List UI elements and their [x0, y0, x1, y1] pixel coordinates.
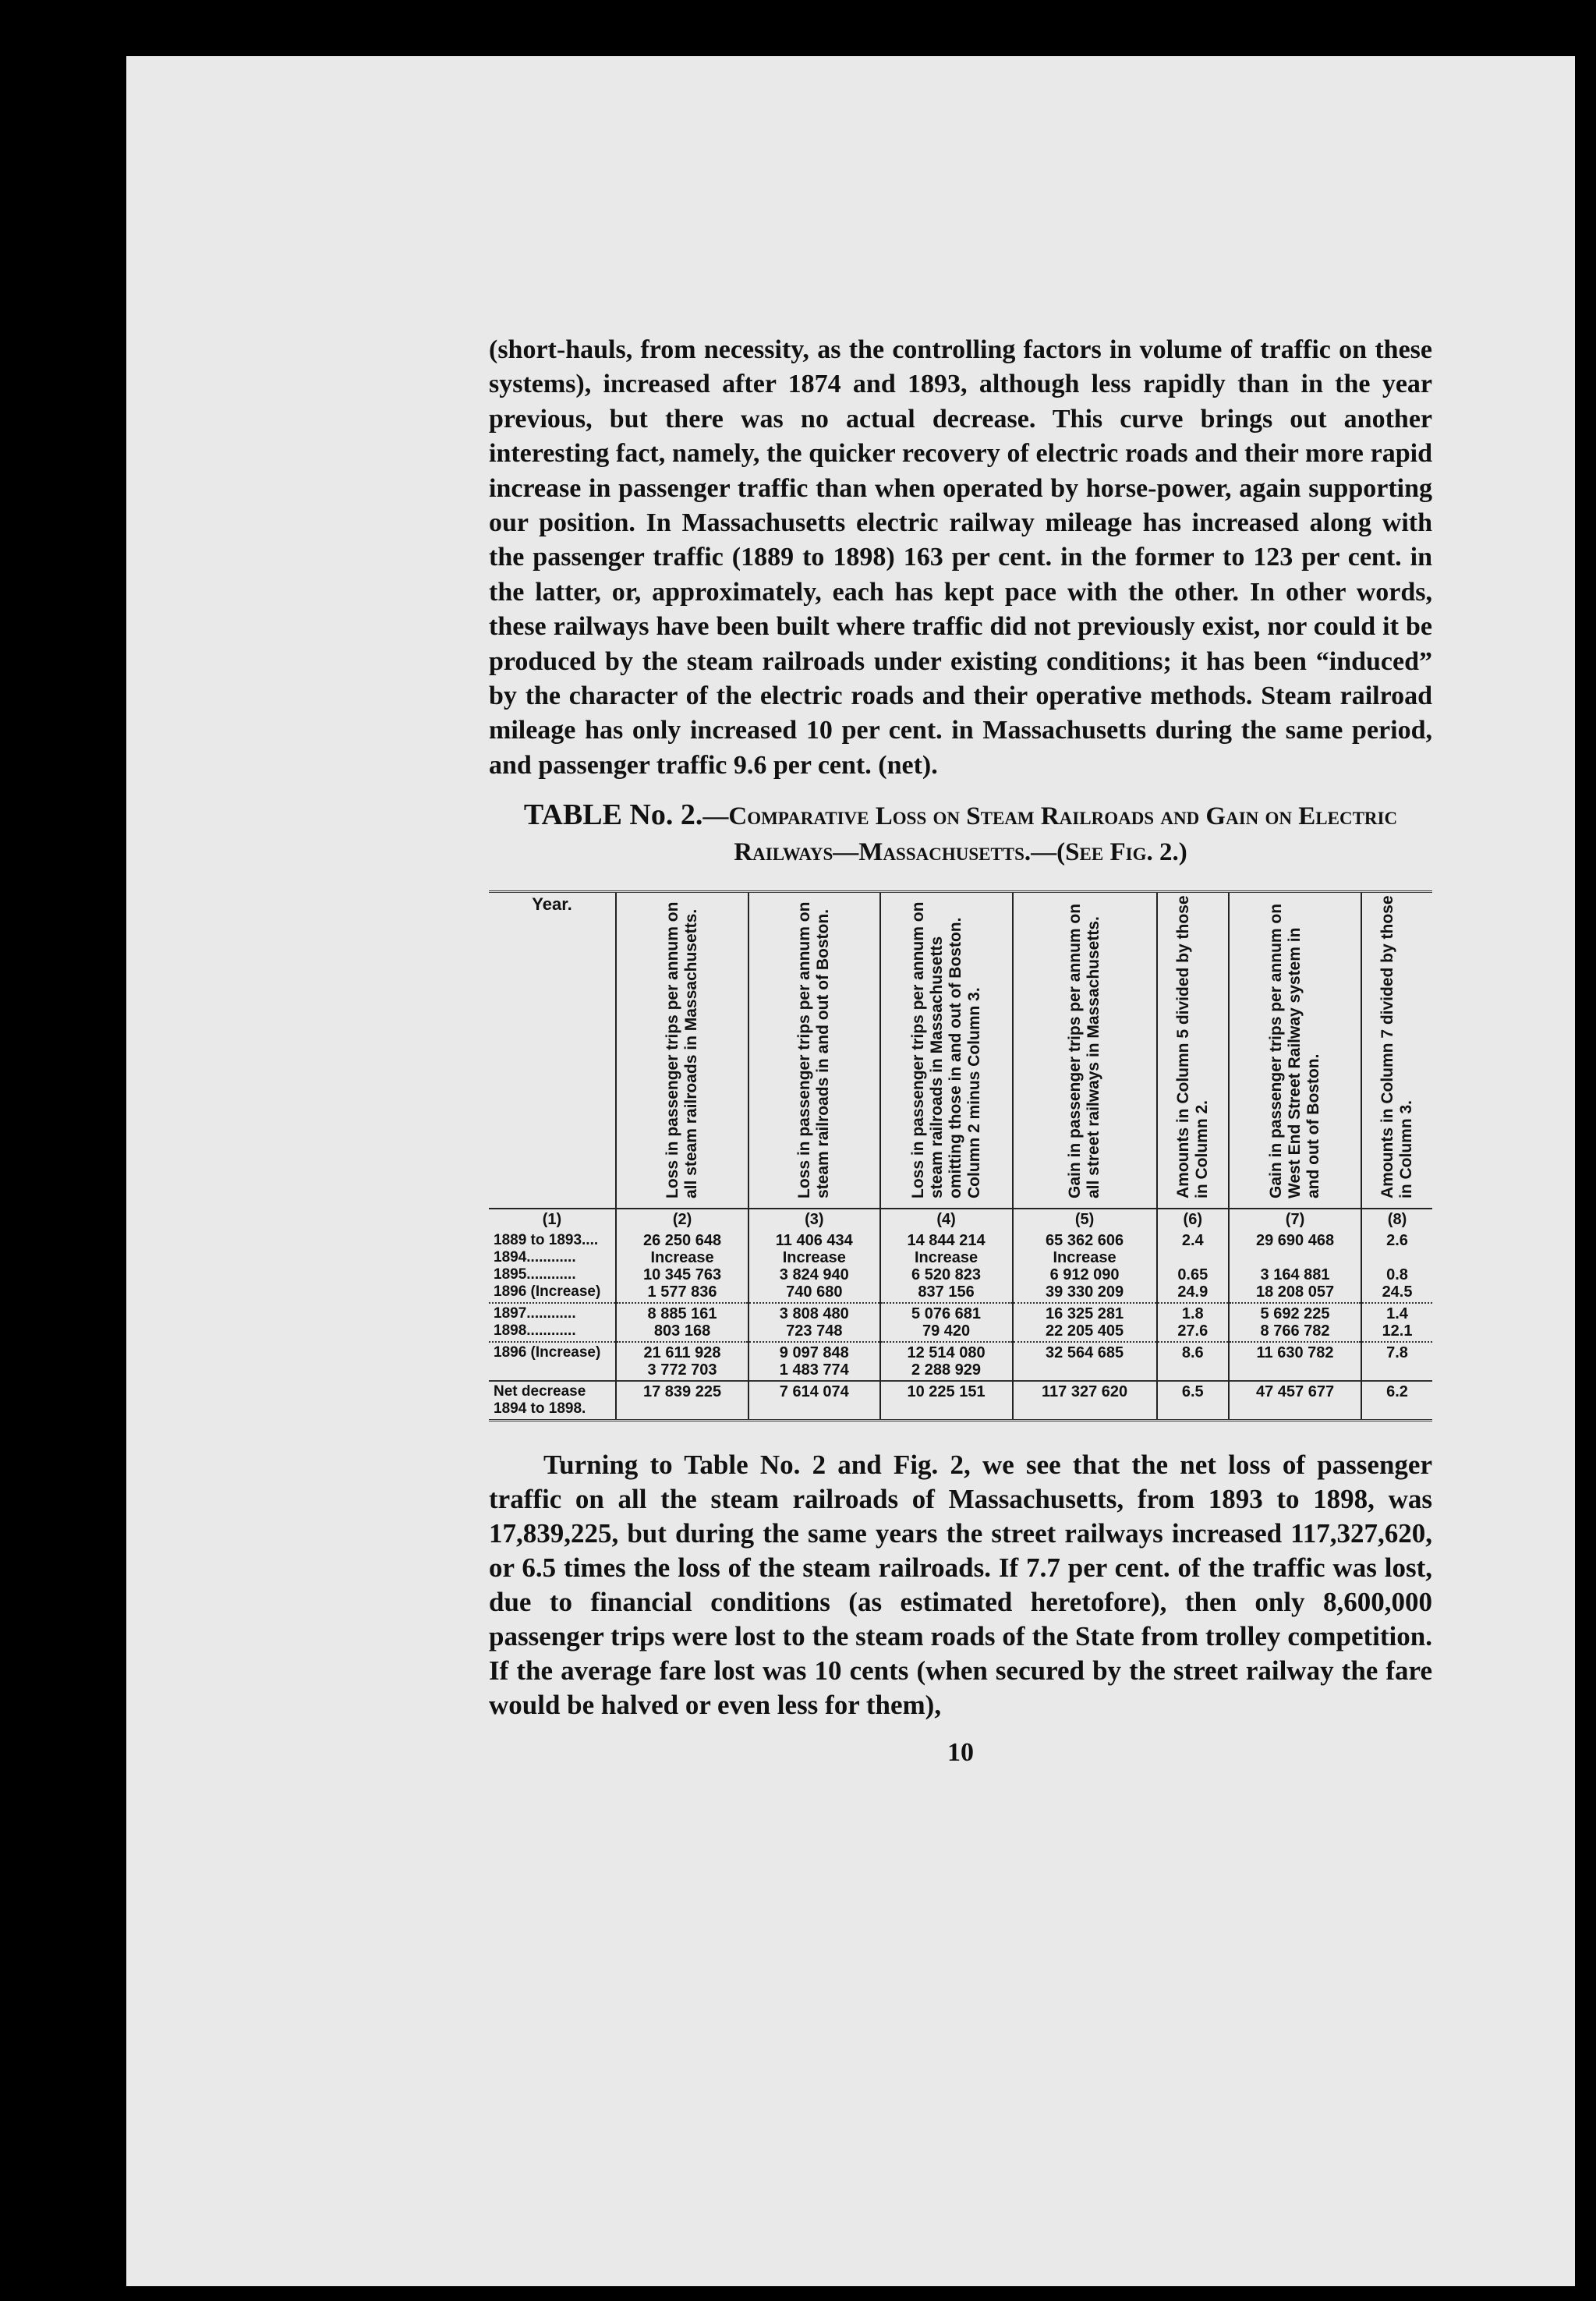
header-col6: Amounts in Column 5 divided by those in Column 2.	[1157, 892, 1229, 1209]
colnum-6: (6)	[1157, 1209, 1229, 1230]
table-title-rest: —Comparative Loss on Steam Railroads and Gain on Electric Railways—Massachusetts.—(See Fig. 2.)	[702, 802, 1398, 867]
scanned-page	[126, 56, 1575, 2286]
cell: 9 097 848 1 483 774	[748, 1342, 879, 1381]
header-col8: Amounts in Column 7 divided by those in Column 3.	[1361, 892, 1432, 1209]
colnum-5: (5)	[1013, 1209, 1157, 1230]
colnum-7: (7)	[1229, 1209, 1361, 1230]
header-col7: Gain in passenger trips per annum on West End Street Railway system in and out of Boston.	[1229, 892, 1361, 1209]
cell: 2.4 0.65 24.9	[1157, 1230, 1229, 1303]
cell: 5 692 225 8 766 782	[1229, 1303, 1361, 1342]
cell: 1.8 27.6	[1157, 1303, 1229, 1342]
table-title	[489, 797, 1432, 870]
cell: 3 808 480 723 748	[748, 1303, 879, 1342]
cell: 11 630 782	[1229, 1342, 1361, 1381]
table-header-row	[489, 892, 1432, 1209]
table-row	[489, 1342, 1432, 1381]
cell: 32 564 685	[1013, 1342, 1157, 1381]
colnum-4: (4)	[880, 1209, 1013, 1230]
header-col5: Gain in passenger trips per annum on all street railways in Massachusetts.	[1013, 892, 1157, 1209]
colnum-8: (8)	[1361, 1209, 1432, 1230]
cell: 26 250 648 Increase 10 345 763 1 577 836	[616, 1230, 748, 1303]
cell: 47 457 677	[1229, 1381, 1361, 1421]
page-number: 10	[947, 1738, 974, 1768]
colnum-3: (3)	[748, 1209, 879, 1230]
cell: 7 614 074	[748, 1381, 879, 1421]
header-col2: Loss in passenger trips per annum on all steam railroads in Massachusetts.	[616, 892, 748, 1209]
row-label: 1889 to 1893.... 1894............ 1895............ 1896 (Increase)	[494, 1232, 601, 1301]
cell: 8.6	[1157, 1342, 1229, 1381]
intro-paragraph: (short-hauls, from necessity, as the controlling factors in volume of traffic on these systems), increased after 1874 and 1893, although less rapidly than in the year previous, but there was no actual decrease. This curve brings out another interesting fact, namely, the quicker recovery of electric roads and their more rapid increase in passenger traffic than when operated by horse-power, again supporting our position. In Massachusetts electric railway mileage has increased along with the passenger traffic (1889 to 1898) 163 per cent. in the former to 123 per cent. in the latter, or, approximately, each has kept pace with the other. In other words, these railways have been built where traffic did not previously exist, nor could it be produced by the steam railroads under existing conditions; it has been “induced” by the character of the electric roads and their operative methods. Steam railroad mileage has only increased 10 per cent. in Massachusetts during the same period, and passenger traffic 9.6 per cent. (net).	[489, 335, 1432, 780]
header-col3: Loss in passenger trips per annum on steam railroads in and out of Boston.	[748, 892, 879, 1209]
cell: 117 327 620	[1013, 1381, 1157, 1421]
table-title-lead: TABLE No. 2.	[523, 798, 703, 832]
cell: 65 362 606 Increase 6 912 090 39 330 209	[1013, 1230, 1157, 1303]
row-label: Net decrease 1894 to 1898.	[489, 1381, 616, 1421]
cell: 29 690 468 3 164 881 18 208 057	[1229, 1230, 1361, 1303]
cell: 8 885 161 803 168	[616, 1303, 748, 1342]
cell: 21 611 928 3 772 703	[616, 1342, 748, 1381]
header-col4: Loss in passenger trips per annum on steam railroads in Massachusetts omitting those in and out of Boston. Column 2 minus Column 3.	[880, 892, 1013, 1209]
cell: 6.2	[1361, 1381, 1432, 1421]
column-number-row	[489, 1209, 1432, 1230]
table-row	[489, 1230, 1432, 1303]
cell: 1.4 12.1	[1361, 1303, 1432, 1342]
row-label: 1897............ 1898............	[489, 1303, 616, 1342]
comparison-table	[489, 890, 1432, 1421]
cell: 17 839 225	[616, 1381, 748, 1421]
table-row	[489, 1303, 1432, 1342]
cell: 12 514 080 2 288 929	[880, 1342, 1013, 1381]
outro-paragraph: Turning to Table No. 2 and Fig. 2, we see that the net loss of passenger traffic on all the steam railroads of Massachusetts, from 1893 to 1898, was 17,839,225, but during the same years the street railways increased 117,327,620, or 6.5 times the loss of the steam railroads. If 7.7 per cent. of the traffic was lost, due to financial conditions (as estimated heretofore), then only 8,600,000 passenger trips were lost to the steam roads of the State from trolley competition. If the average fare lost was 10 cents (when secured by the street railway the fare would be halved or even less for them),	[489, 1450, 1432, 1721]
cell: 10 225 151	[880, 1381, 1013, 1421]
cell: 2.6 0.8 24.5	[1361, 1230, 1432, 1303]
cell: 16 325 281 22 205 405	[1013, 1303, 1157, 1342]
cell: 6.5	[1157, 1381, 1229, 1421]
cell: 11 406 434 Increase 3 824 940 740 680	[748, 1230, 879, 1303]
cell: 14 844 214 Increase 6 520 823 837 156	[880, 1230, 1013, 1303]
colnum-1: (1)	[542, 1211, 562, 1229]
row-label: 1896 (Increase)	[489, 1342, 616, 1381]
header-year: Year.	[489, 892, 616, 1209]
cell: 5 076 681 79 420	[880, 1303, 1013, 1342]
colnum-2: (2)	[616, 1209, 748, 1230]
table-row	[489, 1381, 1432, 1421]
cell: 7.8	[1361, 1342, 1432, 1381]
page-content	[489, 333, 1432, 1768]
